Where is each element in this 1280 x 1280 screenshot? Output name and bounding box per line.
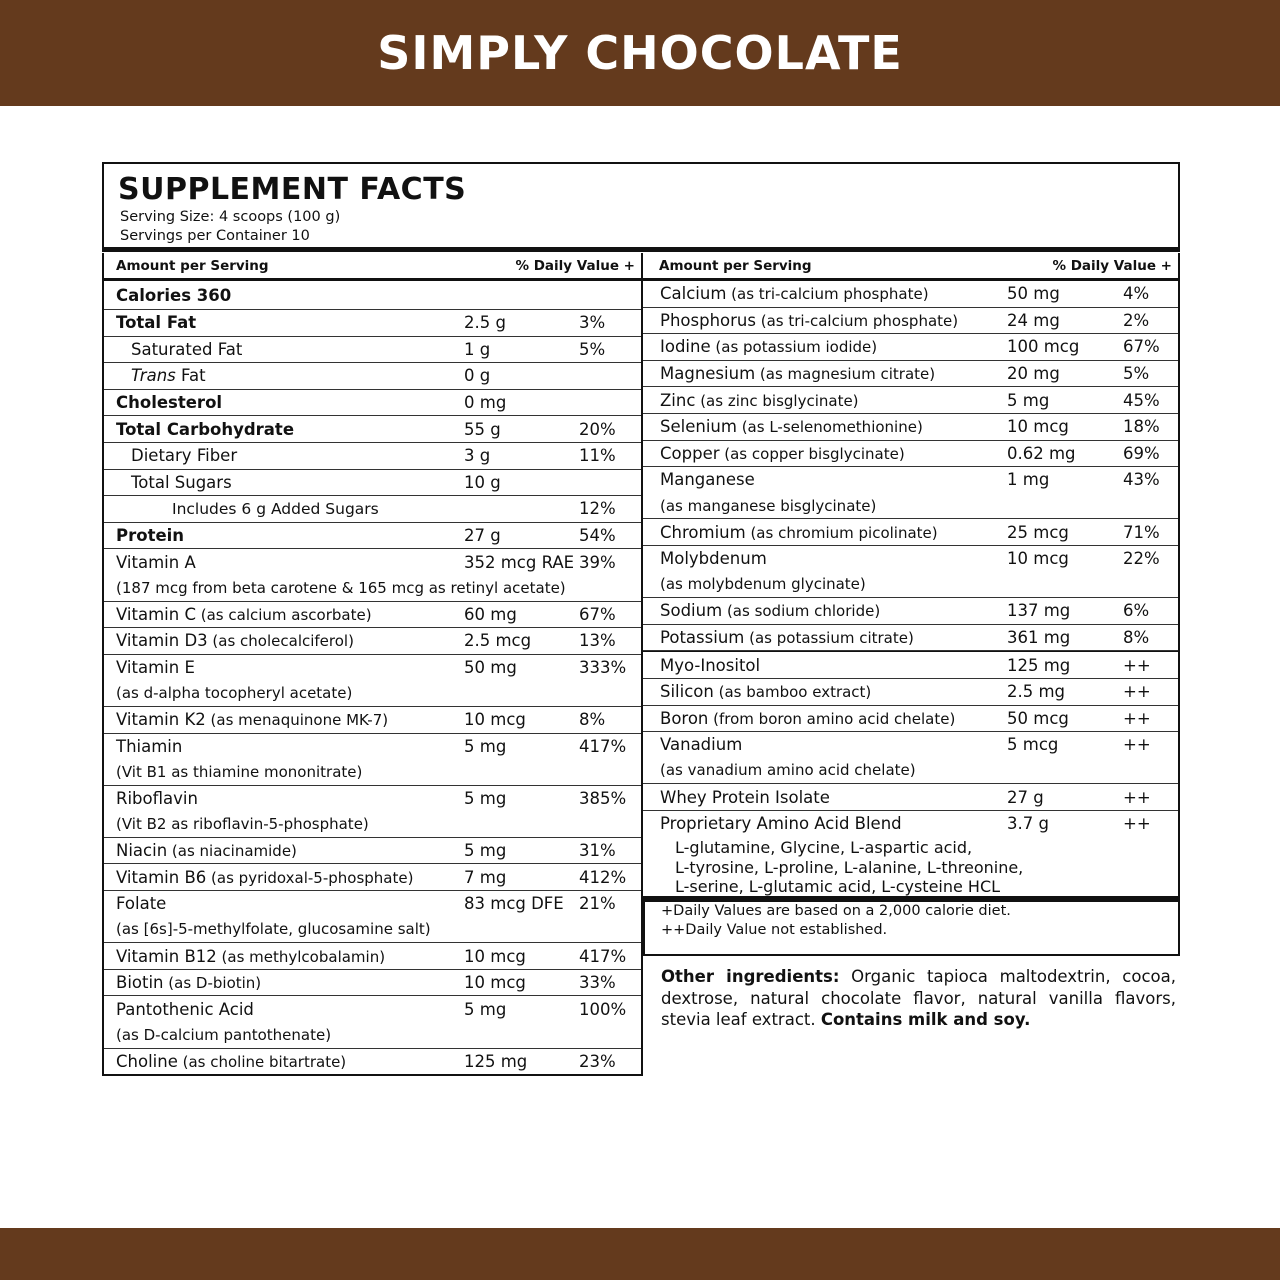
nutrient-source: (as sodium chloride)	[722, 602, 881, 621]
nutrient-amount: 3 g	[464, 446, 491, 466]
nutrient-row	[104, 891, 641, 943]
nutrient-daily-value: 39%	[579, 552, 616, 572]
nutrient-name	[660, 814, 902, 833]
nutrient-daily-value: ++	[1123, 787, 1151, 807]
nutrient-name-text: Folate	[116, 894, 167, 914]
nutrient-name	[660, 601, 880, 620]
nutrient-amount: 0 g	[464, 366, 491, 386]
nutrient-row	[643, 308, 1178, 335]
nutrient-amount: 50 mg	[464, 658, 517, 678]
nutrient-name	[116, 841, 297, 860]
nutrient-name-text: Vanadium	[660, 735, 743, 755]
nutrient-amount: 2.5 mg	[1007, 682, 1066, 702]
right-column-header	[643, 253, 1178, 281]
nutrient-source: (as tri-calcium phosphate)	[755, 311, 959, 330]
nutrient-daily-value: 45%	[1123, 390, 1160, 410]
nutrient-daily-value: 54%	[579, 526, 616, 546]
nutrient-name	[660, 391, 859, 410]
nutrient-daily-value: 22%	[1123, 549, 1160, 569]
nutrient-source: (as menaquinone MK-7)	[205, 711, 389, 730]
nutrient-source: (as cholecalciferol)	[207, 632, 354, 651]
nutrient-amount: 10 g	[464, 472, 501, 492]
nutrient-row	[643, 546, 1178, 598]
nutrient-amount: 55 g	[464, 419, 501, 439]
nutrient-row	[104, 943, 641, 970]
nutrient-amount: 5 mg	[464, 841, 507, 861]
nutrient-name	[131, 473, 232, 492]
nutrient-name-text: Zinc	[660, 390, 696, 410]
footnote-not-established: ++Daily Value not established.	[661, 922, 888, 938]
nutrient-name-text: Phosphorus	[660, 310, 756, 330]
nutrient-row	[643, 732, 1178, 784]
nutrient-name-text: Protein	[116, 526, 185, 546]
nutrient-name	[660, 549, 767, 568]
facts-title: SUPPLEMENT FACTS	[118, 172, 467, 207]
nutrient-daily-value: 412%	[579, 867, 627, 887]
nutrient-daily-value: 67%	[1123, 337, 1160, 357]
nutrient-daily-value: 18%	[1123, 417, 1160, 437]
nutrient-amount: 1 mg	[1007, 470, 1050, 490]
nutrient-name	[660, 311, 958, 330]
nutrient-name	[116, 1052, 346, 1071]
nutrient-amount: 83 mcg DFE	[464, 894, 564, 914]
nutrient-name	[116, 868, 413, 887]
nutrient-source-note: (as molybdenum glycinate)	[660, 575, 866, 594]
nutrient-daily-value: 333%	[579, 658, 627, 678]
nutrient-daily-value: 69%	[1123, 443, 1160, 463]
nutrient-daily-value: 385%	[579, 788, 627, 808]
left-nutrient-column	[102, 253, 643, 1076]
nutrient-source-note: (as manganese bisglycinate)	[660, 496, 877, 515]
nutrient-source: (as zinc bisglycinate)	[695, 391, 859, 410]
nutrient-name-text: Includes 6 g Added Sugars	[172, 499, 379, 518]
amino-blend-list	[643, 836, 1178, 903]
nutrient-amount: 137 mg	[1007, 601, 1071, 621]
nutrient-name	[116, 631, 354, 650]
nutrient-row	[104, 602, 641, 629]
nutrient-amount: 1 g	[464, 339, 491, 359]
blend-line: L-glutamine, Glycine, L-aspartic acid,	[675, 838, 973, 858]
nutrient-source-note: (as D-calcium pantothenate)	[116, 1025, 332, 1044]
nutrient-row	[104, 786, 641, 838]
nutrient-name-text: Silicon	[660, 682, 714, 702]
nutrient-row	[104, 310, 641, 337]
nutrient-row	[643, 519, 1178, 546]
nutrient-name-text: Chromium	[660, 522, 746, 542]
nutrient-name	[660, 444, 905, 463]
nutrient-name	[116, 313, 196, 332]
nutrient-name	[131, 446, 237, 465]
nutrient-daily-value: 3%	[579, 313, 606, 333]
nutrient-daily-value: 5%	[1123, 364, 1150, 384]
thick-divider	[102, 247, 1180, 252]
blend-line: L-serine, L-glutamic acid, L-cysteine HCL	[675, 877, 1001, 897]
nutrient-name-text: Vitamin K2	[116, 710, 206, 730]
nutrient-name-text: Vitamin C	[116, 604, 196, 624]
nutrient-row	[104, 337, 641, 364]
product-title: SIMPLY CHOCOLATE	[377, 26, 903, 80]
nutrient-row	[643, 625, 1178, 652]
nutrient-amount: 125 mg	[464, 1051, 528, 1071]
nutrient-amount: 25 mcg	[1007, 522, 1069, 542]
nutrient-amount: 20 mg	[1007, 364, 1060, 384]
nutrient-row	[104, 996, 641, 1048]
nutrient-row	[104, 470, 641, 497]
nutrient-name	[116, 789, 198, 808]
nutrient-source: (as L-selenomethionine)	[736, 418, 923, 437]
nutrient-daily-value: 417%	[579, 946, 627, 966]
nutrient-daily-value: 11%	[579, 446, 616, 466]
nutrient-daily-value: 8%	[579, 710, 606, 730]
nutrient-daily-value: 5%	[579, 339, 606, 359]
nutrient-name	[116, 737, 182, 756]
nutrient-row	[104, 864, 641, 891]
nutrient-daily-value: 71%	[1123, 522, 1160, 542]
nutrient-amount: 7 mg	[464, 867, 507, 887]
nutrient-amount: 5 mg	[464, 999, 507, 1019]
nutrient-amount: 24 mg	[1007, 310, 1060, 330]
nutrient-source-note: (as vanadium amino acid chelate)	[660, 761, 916, 780]
nutrient-source: (as copper bisglycinate)	[719, 444, 905, 463]
nutrient-daily-value: 13%	[579, 631, 616, 651]
nutrient-name	[116, 1000, 254, 1019]
nutrient-row	[643, 784, 1178, 811]
nutrient-name	[116, 947, 385, 966]
nutrient-name-text: Copper	[660, 443, 720, 463]
nutrient-daily-value: ++	[1123, 735, 1151, 755]
nutrient-row	[104, 734, 641, 786]
nutrient-source: (as methylcobalamin)	[216, 947, 386, 966]
nutrient-row	[104, 523, 641, 550]
nutrient-name	[116, 658, 195, 677]
nutrient-name-text: Myo-Inositol	[660, 655, 761, 675]
nutrient-source: (as pyridoxal-5-phosphate)	[206, 868, 414, 887]
nutrient-name-text: Selenium	[660, 417, 737, 437]
nutrient-amount: 5 mg	[1007, 390, 1050, 410]
nutrient-daily-value: 6%	[1123, 601, 1150, 621]
nutrient-name	[660, 656, 760, 675]
nutrient-name	[660, 470, 755, 489]
nutrient-row	[104, 363, 641, 390]
nutrient-amount: 5 mg	[464, 736, 507, 756]
nutrient-name-text: Pantothenic Acid	[116, 999, 254, 1019]
nutrient-source: (as calcium ascorbate)	[195, 605, 372, 624]
nutrient-daily-value: 4%	[1123, 284, 1150, 304]
left-column-header	[104, 253, 641, 281]
nutrient-name-text: Sodium	[660, 601, 723, 621]
nutrient-name	[660, 523, 938, 542]
nutrient-name-text: Cholesterol	[116, 393, 223, 413]
nutrient-row	[643, 414, 1178, 441]
amount-header: Amount per Serving	[116, 257, 269, 274]
nutrient-source: (as potassium iodide)	[710, 338, 878, 357]
nutrient-row	[643, 811, 1178, 837]
nutrient-name-text: Total Sugars	[131, 472, 232, 492]
nutrient-amount: 10 mcg	[464, 973, 526, 993]
nutrient-amount: 0 mg	[464, 393, 507, 413]
nutrient-amount: 0.62 mg	[1007, 443, 1076, 463]
nutrient-daily-value: 23%	[579, 1051, 616, 1071]
nutrient-source: (as choline bitartrate)	[177, 1052, 347, 1071]
nutrient-row	[104, 390, 641, 417]
footnotes	[643, 896, 1180, 956]
nutrient-amount: 125 mg	[1007, 655, 1071, 675]
nutrient-name	[660, 709, 955, 728]
nutrient-daily-value: 33%	[579, 973, 616, 993]
nutrient-name	[116, 526, 184, 545]
nutrient-row	[643, 441, 1178, 468]
serving-size: Serving Size: 4 scoops (100 g)	[120, 209, 341, 225]
nutrient-name-text: Total Fat	[116, 313, 197, 333]
nutrient-name-text: Potassium	[660, 628, 745, 648]
nutrient-source-note: (Vit B2 as riboflavin-5-phosphate)	[116, 815, 369, 834]
nutrient-name-text: Whey Protein Isolate	[660, 787, 830, 807]
nutrient-name	[660, 417, 923, 436]
nutrient-row	[643, 361, 1178, 388]
nutrient-amount: 10 mcg	[464, 946, 526, 966]
nutrient-source-note: (as [6s]-5-methylfolate, glucosamine salt)	[116, 920, 431, 939]
nutrient-amount: 50 mcg	[1007, 708, 1069, 728]
nutrient-daily-value: 100%	[579, 999, 627, 1019]
nutrient-name	[131, 340, 242, 359]
nutrient-row	[104, 549, 641, 601]
nutrient-name-text: Riboflavin	[116, 788, 198, 808]
nutrient-name	[660, 682, 871, 701]
nutrient-row	[643, 598, 1178, 625]
nutrient-name	[660, 364, 935, 383]
nutrient-source-note: (187 mcg from beta carotene & 165 mcg as retinyl acetate)	[116, 578, 566, 597]
nutrient-name	[116, 420, 294, 439]
blend-line: L-tyrosine, L-proline, L-alanine, L-threonine,	[675, 857, 1024, 877]
nutrient-daily-value: 20%	[579, 419, 616, 439]
calories-row	[104, 281, 641, 310]
nutrient-amount: 5 mg	[464, 788, 507, 808]
footnote-daily-values: +Daily Values are based on a 2,000 calorie diet.	[661, 903, 1011, 919]
daily-value-header: % Daily Value +	[515, 257, 635, 274]
nutrient-name-text: Biotin	[116, 973, 164, 993]
nutrient-amount: 10 mcg	[1007, 417, 1069, 437]
nutrient-name-text: Boron	[660, 708, 709, 728]
nutrient-name-italic: Trans	[131, 366, 176, 386]
nutrient-name	[116, 710, 388, 729]
nutrient-amount: 50 mg	[1007, 284, 1060, 304]
nutrient-name-text: Niacin	[116, 841, 168, 861]
nutrient-name	[131, 366, 206, 385]
nutrient-name	[660, 628, 914, 647]
nutrient-amount: 361 mg	[1007, 628, 1071, 648]
nutrient-amount: 2.5 mcg	[464, 631, 532, 651]
nutrient-amount: 3.7 g	[1007, 814, 1049, 834]
nutrient-row	[104, 970, 641, 997]
nutrient-source: (as magnesium citrate)	[755, 365, 936, 384]
nutrient-row	[104, 628, 641, 655]
nutrient-row	[104, 1049, 641, 1075]
nutrient-daily-value: 2%	[1123, 310, 1150, 330]
nutrient-name-text: Thiamin	[116, 736, 183, 756]
ingredients-label: Other ingredients:	[661, 967, 840, 986]
nutrient-amount: 60 mg	[464, 604, 517, 624]
other-ingredients	[661, 966, 1176, 1031]
nutrient-name	[116, 894, 166, 913]
nutrient-daily-value: 417%	[579, 736, 627, 756]
nutrient-name-text: Magnesium	[660, 364, 756, 384]
nutrient-row	[643, 651, 1178, 679]
nutrient-name-text: Total Carbohydrate	[116, 419, 295, 439]
nutrient-daily-value: ++	[1123, 655, 1151, 675]
nutrient-name-text: Vitamin A	[116, 552, 196, 572]
nutrient-source-note: (as d-alpha tocopheryl acetate)	[116, 684, 353, 703]
daily-value-header: % Daily Value +	[1052, 257, 1172, 274]
nutrient-row	[104, 443, 641, 470]
nutrient-amount: 352 mcg RAE	[464, 552, 575, 572]
top-banner	[0, 0, 1280, 106]
supplement-facts-panel	[102, 162, 1180, 250]
nutrient-source: (as bamboo extract)	[713, 683, 872, 702]
nutrient-name	[660, 284, 929, 303]
nutrient-name-rest: Fat	[175, 366, 206, 386]
nutrient-row	[643, 679, 1178, 706]
nutrient-name-text: Dietary Fiber	[131, 446, 238, 466]
nutrient-source: (as chromium picolinate)	[745, 523, 938, 542]
nutrient-row	[643, 467, 1178, 519]
nutrient-source: (as tri-calcium phosphate)	[726, 285, 929, 304]
nutrient-row	[104, 707, 641, 734]
nutrient-source: (as niacinamide)	[167, 842, 297, 861]
nutrient-row	[104, 838, 641, 865]
nutrient-name-text: Vitamin D3	[116, 631, 208, 651]
nutrient-row	[643, 334, 1178, 361]
nutrient-row	[104, 416, 641, 443]
nutrient-name-text: Calcium	[660, 284, 727, 304]
nutrient-name	[116, 393, 222, 412]
nutrient-name	[116, 605, 372, 624]
nutrient-name	[660, 788, 830, 807]
nutrient-source: (from boron amino acid chelate)	[708, 709, 956, 728]
nutrient-amount: 5 mcg	[1007, 735, 1059, 755]
nutrient-daily-value: 8%	[1123, 628, 1150, 648]
nutrient-amount: 10 mcg	[464, 710, 526, 730]
nutrient-daily-value: ++	[1123, 814, 1151, 834]
nutrient-source: (as D-biotin)	[163, 974, 262, 993]
nutrient-name-text: Proprietary Amino Acid Blend	[660, 814, 902, 834]
nutrient-name-text: Vitamin B6	[116, 867, 207, 887]
nutrient-name	[116, 973, 261, 992]
calories-label: Calories 360	[116, 285, 232, 305]
nutrient-amount: 27 g	[1007, 787, 1044, 807]
nutrient-source: (as potassium citrate)	[744, 629, 914, 648]
nutrient-name-text: Vitamin E	[116, 658, 195, 678]
bottom-banner	[0, 1228, 1280, 1280]
ingredients-text: Organic tapioca maltodextrin, cocoa, dextrose, natural chocolate flavor, natural vanilla flavors, stevia leaf extract.	[661, 967, 1176, 1029]
nutrient-daily-value: ++	[1123, 708, 1151, 728]
nutrient-name-text: Saturated Fat	[131, 339, 243, 359]
nutrient-daily-value: 43%	[1123, 470, 1160, 490]
nutrient-name-text: Iodine	[660, 337, 711, 357]
nutrient-daily-value: ++	[1123, 682, 1151, 702]
nutrient-amount: 100 mcg	[1007, 337, 1080, 357]
nutrient-name-text: Vitamin B12	[116, 946, 217, 966]
nutrient-amount: 2.5 g	[464, 313, 506, 333]
facts-header	[102, 162, 1180, 250]
right-nutrient-column	[643, 253, 1180, 903]
nutrient-daily-value: 12%	[579, 499, 616, 519]
amount-header: Amount per Serving	[659, 257, 812, 274]
nutrient-row	[643, 387, 1178, 414]
nutrient-row	[643, 706, 1178, 733]
nutrient-daily-value: 67%	[579, 604, 616, 624]
nutrient-daily-value: 21%	[579, 894, 616, 914]
nutrient-name	[660, 337, 877, 356]
servings-per-container: Servings per Container 10	[120, 228, 310, 244]
nutrient-amount: 10 mcg	[1007, 549, 1069, 569]
allergen-statement: Contains milk and soy.	[820, 1010, 1031, 1029]
nutrient-amount: 27 g	[464, 526, 501, 546]
nutrient-row	[104, 655, 641, 707]
nutrient-row	[104, 496, 641, 523]
nutrient-name	[116, 553, 196, 572]
nutrient-name-text: Manganese	[660, 470, 755, 490]
nutrient-name	[172, 500, 379, 518]
nutrient-name-text: Molybdenum	[660, 549, 767, 569]
nutrient-daily-value: 31%	[579, 841, 616, 861]
nutrient-name-text: Choline	[116, 1051, 178, 1071]
nutrient-row	[643, 281, 1178, 308]
nutrient-name	[660, 735, 742, 754]
nutrient-source-note: (Vit B1 as thiamine mononitrate)	[116, 762, 363, 781]
